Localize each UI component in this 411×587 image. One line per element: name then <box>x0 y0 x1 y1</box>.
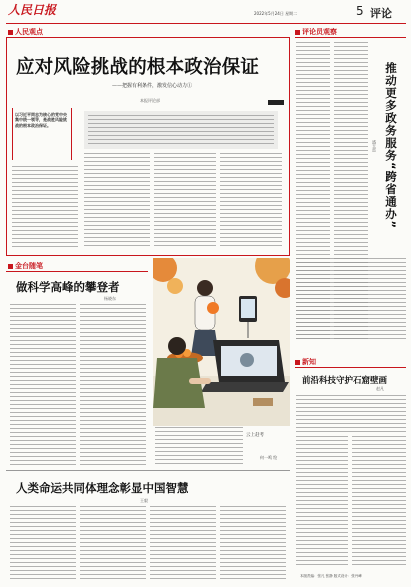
xinzhi-title: 前沿科技守护石窟壁画 <box>302 376 388 386</box>
section-marker-icon <box>295 360 300 365</box>
section-text: 新知 <box>302 358 316 366</box>
science-section-label <box>8 261 43 271</box>
right-section-label <box>295 27 337 37</box>
masthead-logo: 人民日报 <box>8 3 57 17</box>
cartoon-drawing <box>153 258 290 426</box>
bottom-body-col-1 <box>10 506 76 582</box>
right-col-title: 推动更多政务服务“跨省通办” <box>384 62 398 230</box>
xinzhi-body-top <box>296 395 406 435</box>
bottom-byline: 王毅 <box>140 498 148 503</box>
footer-editors: 本版责编：张凡 张静 版式设计：张丹峰 <box>300 574 362 578</box>
lead-byline: 本报评论部 <box>140 98 160 103</box>
cartoon-illustration <box>153 258 290 426</box>
xinzhi-rule <box>295 367 406 368</box>
lead-body-col-1 <box>12 166 78 252</box>
decorative-bar <box>268 100 284 105</box>
science-title: 做科学高峰的攀登者 <box>16 280 120 294</box>
bottom-body-col-2 <box>80 506 146 582</box>
xinzhi-section-label <box>295 357 316 367</box>
bottom-body-col-3 <box>150 506 216 582</box>
science-body-col-1 <box>10 304 76 468</box>
section-text: 金台随笔 <box>15 262 43 270</box>
section-text: 评论员观察 <box>302 28 337 36</box>
right-col-byline: 盛玉雷 <box>372 140 377 152</box>
intro-text-lines <box>88 115 274 147</box>
lead-body-col-3 <box>154 153 216 252</box>
science-rule <box>6 271 148 272</box>
section-marker-icon <box>8 264 13 269</box>
right-section-rule <box>295 37 406 38</box>
science-byline: 杨晓东 <box>104 296 116 301</box>
lead-body-col-4 <box>220 153 282 252</box>
xinzhi-byline: 赵凡 <box>376 386 384 391</box>
section-marker-icon <box>8 30 13 35</box>
cartoon-caption: 云上赶考 <box>246 433 264 438</box>
lead-body-col-2 <box>84 153 150 252</box>
cartoon-side-text <box>155 427 243 467</box>
lead-subtitle: ——把握有利条件，激发信心动力① <box>112 83 193 89</box>
science-body-col-2 <box>80 304 146 468</box>
masthead-rule <box>6 23 406 24</box>
xinzhi-body-col-1 <box>296 436 348 568</box>
pullquote-text: 以习近平同志为核心的党中央集中统一领导，是战胜风险挑战的根本政治保证。 <box>15 112 67 128</box>
section-text: 人民观点 <box>15 28 43 36</box>
page-name: 评论 <box>370 7 392 20</box>
lead-title: 应对风险挑战的根本政治保证 <box>16 57 260 78</box>
page-number: 5 <box>356 4 364 18</box>
bottom-title: 人类命运共同体理念彰显中国智慧 <box>16 481 189 495</box>
bottom-rule <box>6 470 290 471</box>
xinzhi-body-col-2 <box>352 436 406 568</box>
right-body-wide <box>296 258 406 342</box>
lead-section-label <box>8 27 43 37</box>
section-marker-icon <box>295 30 300 35</box>
masthead-date: 2022年5月24日 星期二 <box>254 11 298 16</box>
bottom-body-col-4 <box>220 506 286 582</box>
cartoon-artist: 何一鸣 绘 <box>260 455 278 460</box>
